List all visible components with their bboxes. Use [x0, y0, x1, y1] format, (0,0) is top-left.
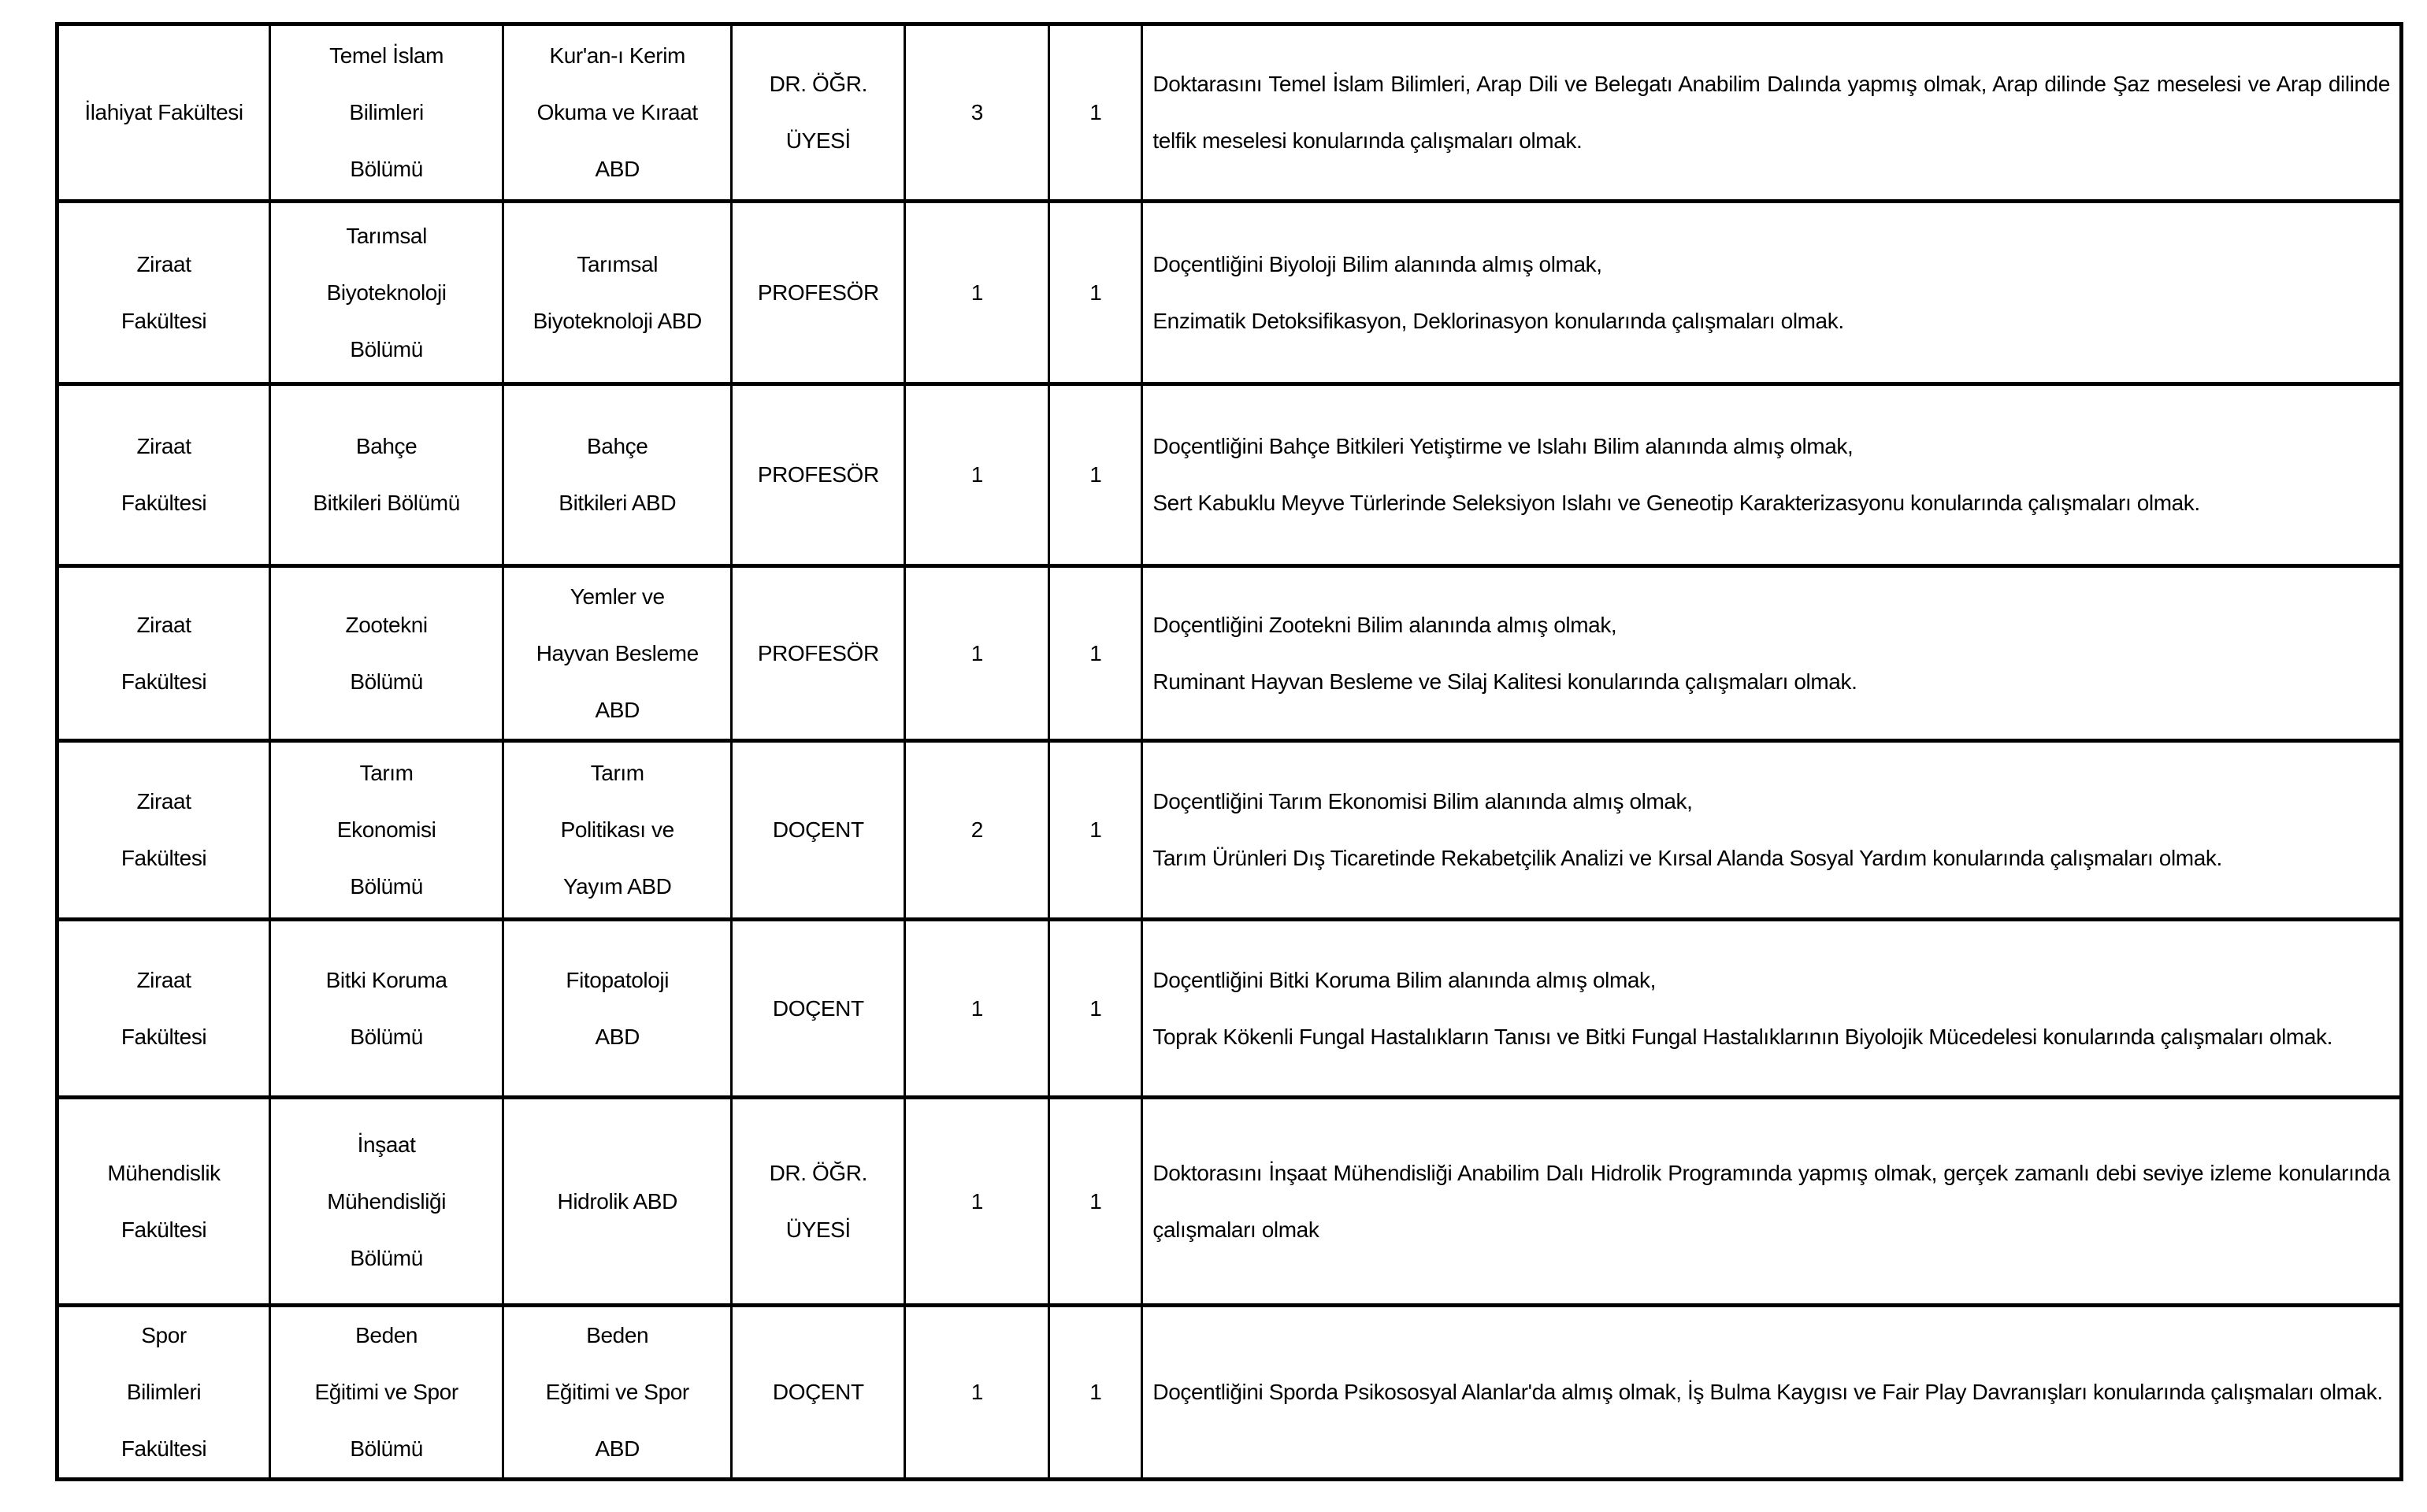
faculty-cell: [58, 566, 270, 741]
requirement-paragraph: Doktorasını İnşaat Mühendisliği Anabilim Dalı Hidrolik Programında yapmış olmak, gerçek zamanlı debi seviye izleme konularında çalışmaları olmak: [1152, 1160, 2390, 1242]
program-line: Tarımsal: [577, 251, 659, 276]
department-line: Ekonomisi: [336, 817, 436, 842]
requirements-cell: [1142, 741, 2402, 920]
program-line: Yayım ABD: [562, 874, 672, 899]
program-line: Eğitimi ve Spor: [545, 1380, 689, 1404]
faculty-cell: [58, 202, 270, 384]
faculty-line: Ziraat: [136, 967, 191, 992]
title-line: DOÇENT: [772, 995, 864, 1021]
faculty-line: Fakültesi: [121, 669, 207, 694]
table-row: [58, 920, 2402, 1098]
program-cell: [503, 202, 732, 384]
department-line: Biyoteknoloji: [326, 280, 447, 305]
program-line: ABD: [595, 1024, 640, 1049]
faculty-cell: [58, 741, 270, 920]
faculty-cell: [58, 384, 270, 566]
faculty-line: Fakültesi: [121, 491, 207, 515]
requirement-paragraph: Doçentliğini Zootekni Bilim alanında almış olmak,: [1152, 612, 1617, 637]
requirements-cell: [1142, 920, 2402, 1098]
department-line: Mühendisliği: [327, 1188, 447, 1214]
faculty-cell: [58, 24, 270, 202]
program-cell: [503, 741, 732, 920]
requirements-cell: [1142, 1306, 2402, 1480]
department-line: Bölümü: [350, 874, 423, 899]
count-1-cell: 1: [905, 1306, 1049, 1480]
title-cell: [732, 741, 905, 920]
department-line: Eğitimi ve Spor: [314, 1380, 458, 1404]
program-cell: [503, 24, 732, 202]
faculty-line: Fakültesi: [121, 1436, 207, 1461]
department-cell: [270, 1098, 503, 1306]
requirement-paragraph: Doçentliğini Biyoloji Bilim alanında almış olmak,: [1152, 251, 1602, 276]
requirement-paragraph: Tarım Ürünleri Dış Ticaretinde Rekabetçilik Analizi ve Kırsal Alanda Sosyal Yardım konularında çalışmaları olmak.: [1152, 846, 2222, 870]
table-body: [58, 24, 2402, 1480]
program-line: Beden: [586, 1323, 649, 1347]
program-line: ABD: [595, 157, 640, 181]
department-line: Bitki Koruma: [325, 967, 447, 992]
title-cell: [732, 920, 905, 1098]
table-row: [58, 384, 2402, 566]
faculty-line: Bilimleri: [126, 1380, 202, 1404]
count-1-cell: 1: [905, 1098, 1049, 1306]
title-line: PROFESÖR: [757, 640, 879, 665]
title-line: DOÇENT: [772, 817, 864, 842]
department-cell: [270, 920, 503, 1098]
title-line: DR. ÖĞR.: [769, 1160, 867, 1185]
program-cell: [503, 1306, 732, 1480]
department-line: Bitkileri Bölümü: [313, 491, 460, 515]
program-line: Bitkileri ABD: [559, 491, 677, 515]
program-line: Fitopatoloji: [566, 967, 670, 992]
department-cell: [270, 741, 503, 920]
faculty-line: İlahiyat Fakültesi: [84, 100, 243, 124]
faculty-line: Fakültesi: [121, 846, 207, 870]
count-2-cell: 1: [1049, 741, 1142, 920]
department-cell: [270, 1306, 503, 1480]
faculty-cell: [58, 1098, 270, 1306]
program-line: Politikası ve: [560, 817, 674, 842]
count-1-cell: 2: [905, 741, 1049, 920]
title-line: PROFESÖR: [757, 462, 879, 487]
department-line: Bölümü: [350, 336, 423, 361]
department-line: Bilimleri: [349, 100, 424, 124]
title-line: ÜYESİ: [785, 1217, 851, 1242]
requirement-paragraph: Enzimatik Detoksifikasyon, Deklorinasyon konularında çalışmaları olmak.: [1152, 308, 1844, 333]
department-line: Tarım: [359, 761, 414, 785]
faculty-cell: [58, 1306, 270, 1480]
faculty-line: Fakültesi: [121, 1024, 207, 1049]
faculty-line: Ziraat: [136, 434, 191, 458]
faculty-line: Ziraat: [136, 789, 191, 813]
department-line: Bölümü: [350, 1245, 423, 1270]
title-line: DR. ÖĞR.: [769, 72, 867, 96]
faculty-line: Ziraat: [136, 251, 191, 276]
requirement-paragraph: Toprak Kökenli Fungal Hastalıkların Tanısı ve Bitki Fungal Hastalıklarının Biyolojik Mücedelesi konularında çalışmaları olmak.: [1152, 1024, 2332, 1049]
requirement-paragraph: Doktarasını Temel İslam Bilimleri, Arap Dili ve Belegatı Anabilim Dalında yapmış olmak, Arap dilinde Şaz meselesi ve Arap dilinde telfik meselesi konularında çalışmaları olmak.: [1152, 72, 2390, 153]
academic-positions-table: [55, 22, 2403, 1481]
department-line: Beden: [355, 1323, 418, 1347]
requirements-cell: [1142, 384, 2402, 566]
program-line: Hayvan Besleme: [536, 640, 699, 665]
requirement-paragraph: Doçentliğini Bitki Koruma Bilim alanında almış olmak,: [1152, 967, 1657, 992]
count-2-cell: 1: [1049, 1098, 1142, 1306]
program-line: Bahçe: [587, 434, 648, 458]
title-line: ÜYESİ: [785, 128, 851, 153]
table-row: [58, 566, 2402, 741]
program-line: ABD: [595, 697, 640, 722]
title-cell: [732, 566, 905, 741]
count-1-cell: 3: [905, 24, 1049, 202]
requirements-cell: [1142, 24, 2402, 202]
department-cell: [270, 24, 503, 202]
faculty-line: Ziraat: [136, 612, 191, 637]
department-cell: [270, 566, 503, 741]
count-2-cell: 1: [1049, 920, 1142, 1098]
table-row: [58, 741, 2402, 920]
count-1-cell: 1: [905, 384, 1049, 566]
department-line: Temel İslam: [329, 43, 444, 68]
count-2-cell: 1: [1049, 1306, 1142, 1480]
title-cell: [732, 24, 905, 202]
department-line: Bölümü: [350, 157, 423, 181]
title-cell: [732, 384, 905, 566]
title-cell: [732, 1306, 905, 1480]
program-cell: [503, 1098, 732, 1306]
department-cell: [270, 384, 503, 566]
count-2-cell: 1: [1049, 566, 1142, 741]
table-row: [58, 1098, 2402, 1306]
program-line: Kur'an-ı Kerim: [549, 43, 685, 68]
department-line: Zootekni: [345, 612, 428, 637]
department-line: Bölümü: [350, 1024, 423, 1049]
program-cell: [503, 384, 732, 566]
requirements-cell: [1142, 566, 2402, 741]
faculty-line: Spor: [141, 1323, 187, 1347]
program-line: Yemler ve: [570, 584, 665, 609]
department-line: Tarımsal: [346, 223, 427, 248]
department-line: Bahçe: [355, 434, 417, 458]
program-cell: [503, 920, 732, 1098]
program-line: ABD: [595, 1436, 640, 1461]
faculty-line: Fakültesi: [121, 308, 207, 333]
count-2-cell: 1: [1049, 384, 1142, 566]
faculty-line: Mühendislik: [107, 1160, 221, 1185]
requirements-cell: [1142, 1098, 2402, 1306]
program-line: Hidrolik ABD: [557, 1188, 677, 1214]
faculty-line: Fakültesi: [121, 1217, 207, 1242]
requirement-paragraph: Doçentliğini Tarım Ekonomisi Bilim alanında almış olmak,: [1152, 789, 1693, 813]
title-line: DOÇENT: [772, 1380, 864, 1404]
department-line: İnşaat: [357, 1132, 416, 1157]
program-line: Tarım: [590, 761, 644, 785]
count-2-cell: 1: [1049, 24, 1142, 202]
requirement-paragraph: Doçentliğini Sporda Psikososyal Alanlar'da almış olmak, İş Bulma Kaygısı ve Fair Play Davranışları konularında çalışmaları olmak.: [1152, 1380, 2383, 1404]
title-cell: [732, 202, 905, 384]
table-row: [58, 24, 2402, 202]
department-cell: [270, 202, 503, 384]
program-cell: [503, 566, 732, 741]
requirement-paragraph: Doçentliğini Bahçe Bitkileri Yetiştirme ve Islahı Bilim alanında almış olmak,: [1152, 434, 1854, 458]
requirement-paragraph: Ruminant Hayvan Besleme ve Silaj Kalitesi konularında çalışmaları olmak.: [1152, 669, 1857, 694]
table-row: [58, 202, 2402, 384]
program-line: Okuma ve Kıraat: [536, 100, 698, 124]
department-line: Bölümü: [350, 669, 423, 694]
count-1-cell: 1: [905, 202, 1049, 384]
count-1-cell: 1: [905, 920, 1049, 1098]
count-2-cell: 1: [1049, 202, 1142, 384]
program-line: Biyoteknoloji ABD: [533, 308, 702, 333]
department-line: Bölümü: [350, 1436, 423, 1461]
faculty-cell: [58, 920, 270, 1098]
requirement-paragraph: Sert Kabuklu Meyve Türlerinde Seleksiyon Islahı ve Geneotip Karakterizasyonu konularında çalışmaları olmak.: [1152, 491, 2200, 515]
requirements-cell: [1142, 202, 2402, 384]
table-row: [58, 1306, 2402, 1480]
title-cell: [732, 1098, 905, 1306]
count-1-cell: 1: [905, 566, 1049, 741]
title-line: PROFESÖR: [757, 280, 879, 305]
